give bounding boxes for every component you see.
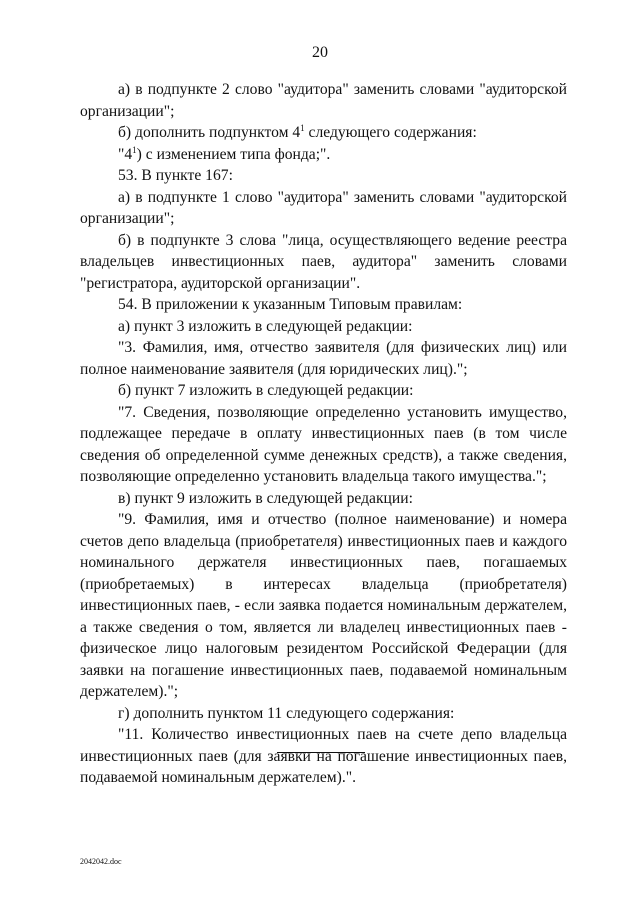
page-number: 20 [312,44,328,61]
separator-line [277,752,365,753]
paragraph-12: в) пункт 9 изложить в следующей редакции: [118,489,413,507]
paragraph-1: а) в подпункте 2 слово "аудитора" заменить словами "аудиторской организации"; [80,81,567,120]
paragraph-13: "9. Фамилия, имя и отчество (полное наименование) и номера счетов депо владельца (приобретателя) инвестиционных паев и каждого номинального держателя инвестиционных паев, погашаемых (приобретаемых) в интересах владельца (приобретателя) инвестиционных паев, - если заявка подается номинальным держателем, а также сведения о том, является ли владелец инвестиционных паев - физическое лицо налоговым резидентом Российской Федерации (для заявки на погашение инвестиционных паев, подаваемой номинальным держателем)."; [80,511,567,700]
paragraph-2 [80,122,567,144]
paragraph-7: 54. В приложении к указанным Типовым правилам: [118,296,463,313]
paragraph-9: "3. Фамилия, имя, отчество заявителя (для физических лиц) или полное наименование заявителя (для юридических лиц)."; [80,339,567,378]
paragraph-11: "7. Сведения, позволяющие определенно установить имущество, подлежащее передаче в оплату инвестиционных паев (в том числе сведения об определенной сумме денежных средств), а также сведения, позволяющие определенно установить владельца такого имущества."; [80,403,567,485]
paragraph-3-text: "4 [118,145,133,163]
file-name-footer: 2042042.doc [80,857,122,866]
paragraph-4: 53. В пункте 167: [118,167,233,184]
paragraph-3 [80,144,567,166]
paragraph-10: б) пункт 7 изложить в следующей редакции: [118,382,414,399]
superscript: 1 [300,123,305,133]
paragraph-8: а) пункт 3 изложить в следующей редакции: [118,317,413,335]
paragraph-2-text: б) дополнить подпунктом 4 [118,124,301,141]
paragraph-2-tail: следующего содержания: [304,124,477,141]
paragraph-15: "11. Количество инвестиционных паев на счете депо владельца инвестиционных паев (для заявки на погашение инвестиционных паев, подаваемой номинальным держателем).". [80,726,567,786]
document-body [80,79,567,789]
paragraph-3-tail: ) с изменением типа фонда;". [136,145,331,163]
paragraph-6: б) в подпункте 3 слова "лица, осуществляющего ведение реестра владельцев инвестиционных паев, аудитора" заменить словами "регистратора, аудиторской организации". [80,231,567,292]
paragraph-14: г) дополнить пунктом 11 следующего содержания: [118,704,455,722]
paragraph-5: а) в подпункте 1 слово "аудитора" заменить словами "аудиторской организации"; [80,188,567,227]
superscript: 1 [132,144,137,155]
